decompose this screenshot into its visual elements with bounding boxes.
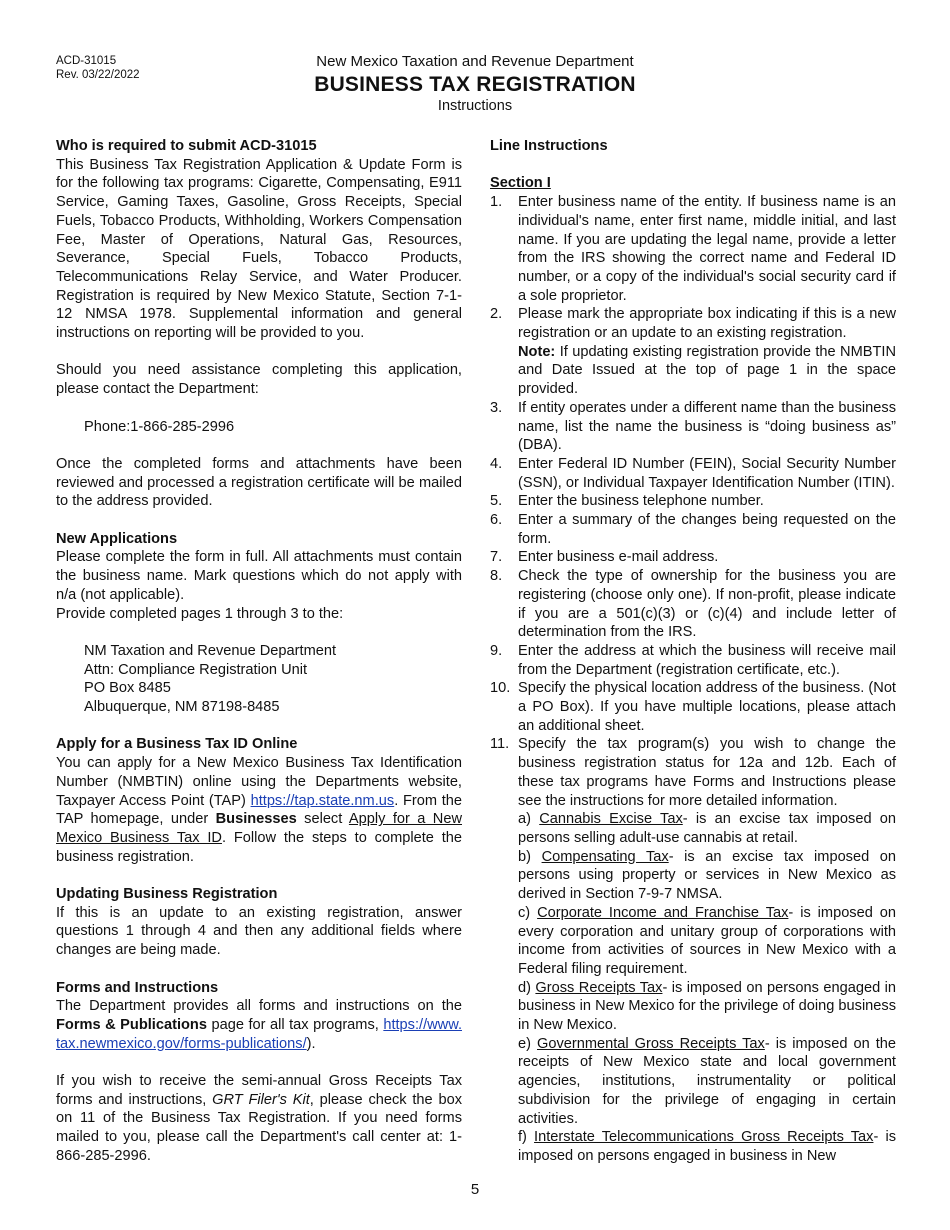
tap-link[interactable]: https://tap.state.nm.us <box>250 792 395 809</box>
address-line: PO Box 8485 <box>84 680 171 697</box>
address-line: Albuquerque, NM 87198-8485 <box>84 699 280 716</box>
forms-body: The Department provides all forms and instructions on the Forms & Publications page for all tax programs, https://www.tax.newmexico.gov/forms-publications/). <box>56 998 462 1052</box>
revision-date: Rev. 03/22/2022 <box>56 69 140 81</box>
page-title: BUSINESS TAX REGISTRATION <box>314 73 636 96</box>
forms-heading: Forms and Instructions <box>56 979 219 996</box>
list-item: 10. Specify the physical location address of the business. (Not a PO Box). If you have multiple locations, please attach an additional sheet. <box>490 680 896 734</box>
sub-item: a) Cannabis Excise Tax- is an excise tax imposed on persons selling adult-use cannabis at retail. <box>518 811 897 846</box>
phone-number: Phone:1-866-285-2996 <box>84 418 235 435</box>
list-item: 6. Enter a summary of the changes being requested on the form. <box>490 512 896 547</box>
assist-text: Should you need assistance completing this application, please contact the Department: <box>56 362 462 398</box>
who-body: This Business Tax Registration Application & Update Form is for the following tax programs: Cigarette, Compensating, E911 Service, Gaming Taxes, Gasoline, Gross Receipts, Special Fuels, Tobacco Products, Withholding, Workers Compensation Fee, Master of Operations, Natural Gas, Resources, Severance, Special Fuels, Tobacco Products, Telecommunications Relay Service, and Water Producer. Registration is required by New Mexico Statute, Section 7-1-12 NMSA 1978. Supplemental information and general instructions on reporting will be provided to you. <box>56 156 462 342</box>
page-number: 5 <box>470 1181 480 1198</box>
left-column <box>56 137 462 1166</box>
sub-item: f) Interstate Telecommunications Gross Receipts Tax- is imposed on persons engaged in business in New <box>518 1129 896 1164</box>
mailing-address <box>56 642 462 717</box>
list-item: 2. Please mark the appropriate box indicating if this is a new registration or an update to an existing registration. Note: If updating existing registration provide the NMBTIN and Date Issued at the top of page 1 in the space provided. <box>490 306 896 398</box>
new-applications-heading: New Applications <box>56 530 178 547</box>
grt-body: If you wish to receive the semi-annual Gross Receipts Tax forms and instructions, GRT Filer's Kit, please check the box on 11 of the Business Tax Registration. If you need forms mailed to you, please call the Department's call center at: 1-866-285-2996. <box>56 1073 463 1164</box>
sub-item: e) Governmental Gross Receipts Tax- is imposed on the receipts of New Mexico state and local government agencies, institutions, instrumentality or political subdivision for the privilege of engaging in certain activities. <box>518 1035 896 1127</box>
sub-item: b) Compensating Tax- is an excise tax imposed on persons using property or services in New Mexico as derived in Section 7-9-7 NMSA. <box>518 848 897 903</box>
instructions-list <box>490 193 896 1166</box>
once-text: Once the completed forms and attachments have been reviewed and processed a registration certificate will be mailed to the address provided. <box>56 455 462 510</box>
list-item: 11. Specify the tax program(s) you wish to change the business registration status for 12a and 12b. Each of these tax programs have Forms and Instructions please see the instructions for more detailed information. a) Cannabis Excise Tax- is an excise tax imposed on persons selling adult-use cannabis at retail. b) Compensating Tax- is an excise tax imposed on persons using property or services in New Mexico as derived in Section 7-9-7 NMSA. c) Corporate Income and Franchise Tax- is imposed on every corporation and unitary group of corporations with income from activities of sources in New Mexico with a Federal filing requirement. d) Gross Receipts Tax- is imposed on persons engaged in business in New Mexico for the privilege of doing business in New Mexico. e) Governmental Gross Receipts Tax- is imposed on the receipts of New Mexico state and local government agencies, institutions, instrumentality or political subdivision for the privilege of engaging in certain activities. f) Interstate Telecommunications Gross Receipts Tax- is imposed on persons engaged in business in New <box>490 736 897 1164</box>
list-item: 7. Enter business e-mail address. <box>490 549 719 566</box>
updating-body: If this is an update to an existing registration, answer questions 1 through 4 and then any additional fields where changes are being made. <box>56 904 462 959</box>
list-item: 1. Enter business name of the entity. If business name is an individual's name, enter first name, middle initial, and last name. If you are updating the legal name, provide a letter from the IRS showing the correct name and Federal ID number, or a copy of the individual's social security card if a sole proprietor. <box>490 194 896 304</box>
right-column <box>490 137 896 1166</box>
tax-program-sublist <box>518 810 896 1165</box>
form-number: ACD-31015 <box>56 55 117 67</box>
line-instructions-heading: Line Instructions <box>490 138 608 154</box>
sub-item: d) Gross Receipts Tax- is imposed on persons engaged in business in New Mexico for the privilege of doing business in New Mexico. <box>518 979 897 1034</box>
address-line: NM Taxation and Revenue Department <box>84 642 337 659</box>
list-item: 4. Enter Federal ID Number (FEIN), Social Security Number (SSN), or Individual Taxpayer Identification Number (ITIN). <box>490 455 896 491</box>
list-item: 9. Enter the address at which the business will receive mail from the Department (registration certificate, etc.). <box>490 642 896 678</box>
who-heading: Who is required to submit ACD-31015 <box>56 138 317 154</box>
apply-online-heading: Apply for a Business Tax ID Online <box>56 736 298 753</box>
page-subtitle: Instructions <box>437 98 513 114</box>
apply-tax-id-link[interactable]: Apply for a New Mexico Business Tax ID <box>56 811 462 846</box>
list-item: 5. Enter the business telephone number. <box>490 493 764 510</box>
list-item: 3. If entity operates under a different name than the business name, list the name the business is “doing business as” (DBA). <box>490 399 896 454</box>
updating-heading: Updating Business Registration <box>56 886 278 903</box>
department-name: New Mexico Taxation and Revenue Department <box>316 53 634 70</box>
new-applications-body: Please complete the form in full. All attachments must contain the business name. Mark questions which do not apply with n/a (not applicable). <box>56 549 462 603</box>
address-line: Attn: Compliance Registration Unit <box>84 661 308 678</box>
forms-publications-link[interactable]: https://www.tax.newmexico.gov/forms-publications/ <box>56 1016 462 1052</box>
list-item: 8. Check the type of ownership for the business you are registering (choose only one). If non-profit, please indicate if you are a 501(c)(3) or (c)(4) and include letter of determination from the IRS. <box>490 568 896 641</box>
section-heading: Section I <box>490 175 551 192</box>
apply-online-body: You can apply for a New Mexico Business Tax Identification Number (NMBTIN) online using the Departments website, Taxpayer Access Point (TAP) https://tap.state.nm.us. From the TAP homepage, under Businesses select Apply for a New Mexico Business Tax ID. Follow the steps to complete the business registration. <box>56 755 463 865</box>
provide-text: Provide completed pages 1 through 3 to the: <box>56 605 344 622</box>
sub-item: c) Corporate Income and Franchise Tax- is imposed on every corporation and unitary group of corporations with income from activities of sources in New Mexico with a Federal filing requirement. <box>518 904 896 977</box>
